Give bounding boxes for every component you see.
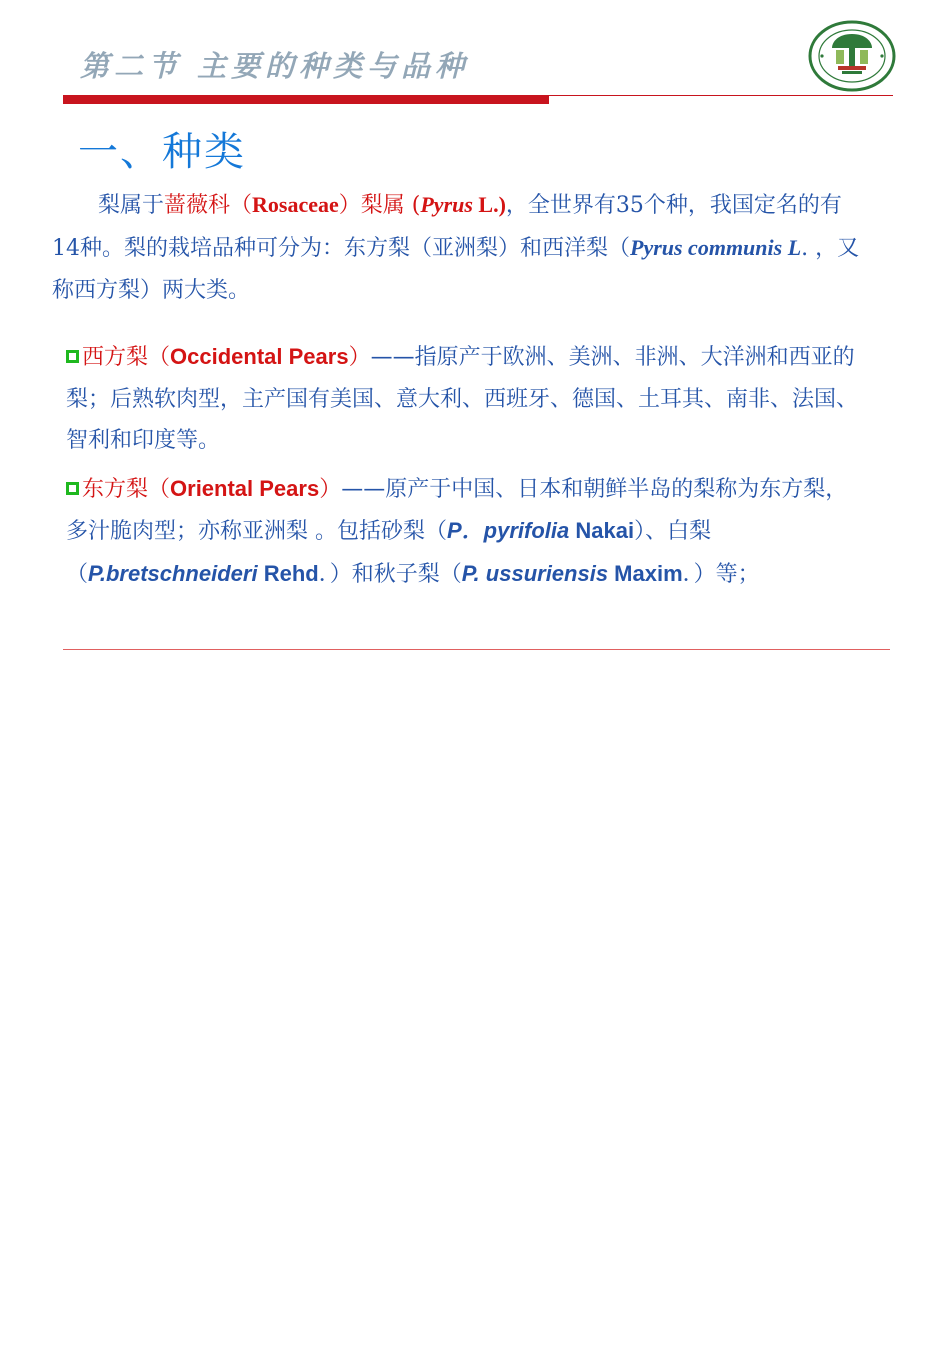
intro-paragraph <box>52 184 864 312</box>
oriental-description-2: ）、白梨（ <box>66 519 712 587</box>
page-header-title: 第二节 主要的种类与品种 <box>80 49 470 83</box>
occidental-description: ——指原产于欧洲、美洲、非洲、大洋洲和西亚的梨；后熟软肉型，主产国有美国、意大利、西班牙、德国、土耳其、南非、法国、智利和印度等。 <box>66 345 859 453</box>
header-rule-thin <box>549 95 893 96</box>
section-heading: 一、种类 <box>78 129 246 175</box>
oriental-description-1: ——原产于中国、日本和朝鲜半岛的梨称为东方梨，多汁脆肉型；亦称亚洲梨 。包括砂梨（ <box>66 476 848 544</box>
intro-text-1: 梨属于 <box>98 193 165 218</box>
square-bullet-icon <box>66 350 79 363</box>
oriental-description-4: ．）等； <box>682 561 760 587</box>
white-pear-author: Rehd <box>257 560 319 586</box>
oriental-name-close: ） <box>319 476 342 502</box>
ussurian-pear-latin: P. ussuriensis <box>461 560 609 586</box>
occidental-name-en: Occidental Pears <box>170 344 349 369</box>
intro-family-latin: Rosaceae <box>252 192 339 217</box>
oriental-description-3: ．）和秋子梨（ <box>318 561 462 587</box>
ussurian-pear-author: Maxim <box>608 560 683 586</box>
square-bullet-icon <box>66 482 79 495</box>
occidental-name-close: ） <box>348 345 371 370</box>
sand-pear-latin: P．pyrifolia <box>447 518 570 543</box>
white-pear-latin: P.bretschneideri <box>88 560 258 586</box>
intro-text-2: ，全世界有35个种，我国定名的有14种。梨的栽培品种可分为：东方梨（亚洲梨）和西洋梨（ <box>52 193 842 261</box>
oriental-name-en: Oriental Pears <box>170 475 320 501</box>
intro-text-3: . ，又称西方梨）两大类。 <box>52 236 860 303</box>
university-seal-icon <box>808 20 896 92</box>
header-rule-thick <box>63 95 549 104</box>
intro-genus-cn: ）梨属 ( <box>338 193 421 218</box>
oriental-name-cn: 东方梨（ <box>82 476 171 502</box>
intro-western-latin: Pyrus communis L <box>630 235 802 260</box>
content-bottom-rule <box>63 649 890 650</box>
list-item-oriental <box>66 468 866 596</box>
intro-genus-latin: Pyrus <box>420 192 473 217</box>
sand-pear-author: Nakai <box>569 518 635 543</box>
occidental-name-cn: 西方梨（ <box>82 345 171 370</box>
intro-genus-author: L.) <box>472 192 506 217</box>
pear-type-list <box>66 336 866 601</box>
list-item-occidental <box>66 336 866 462</box>
intro-family-cn: 蔷薇科（ <box>164 193 253 218</box>
